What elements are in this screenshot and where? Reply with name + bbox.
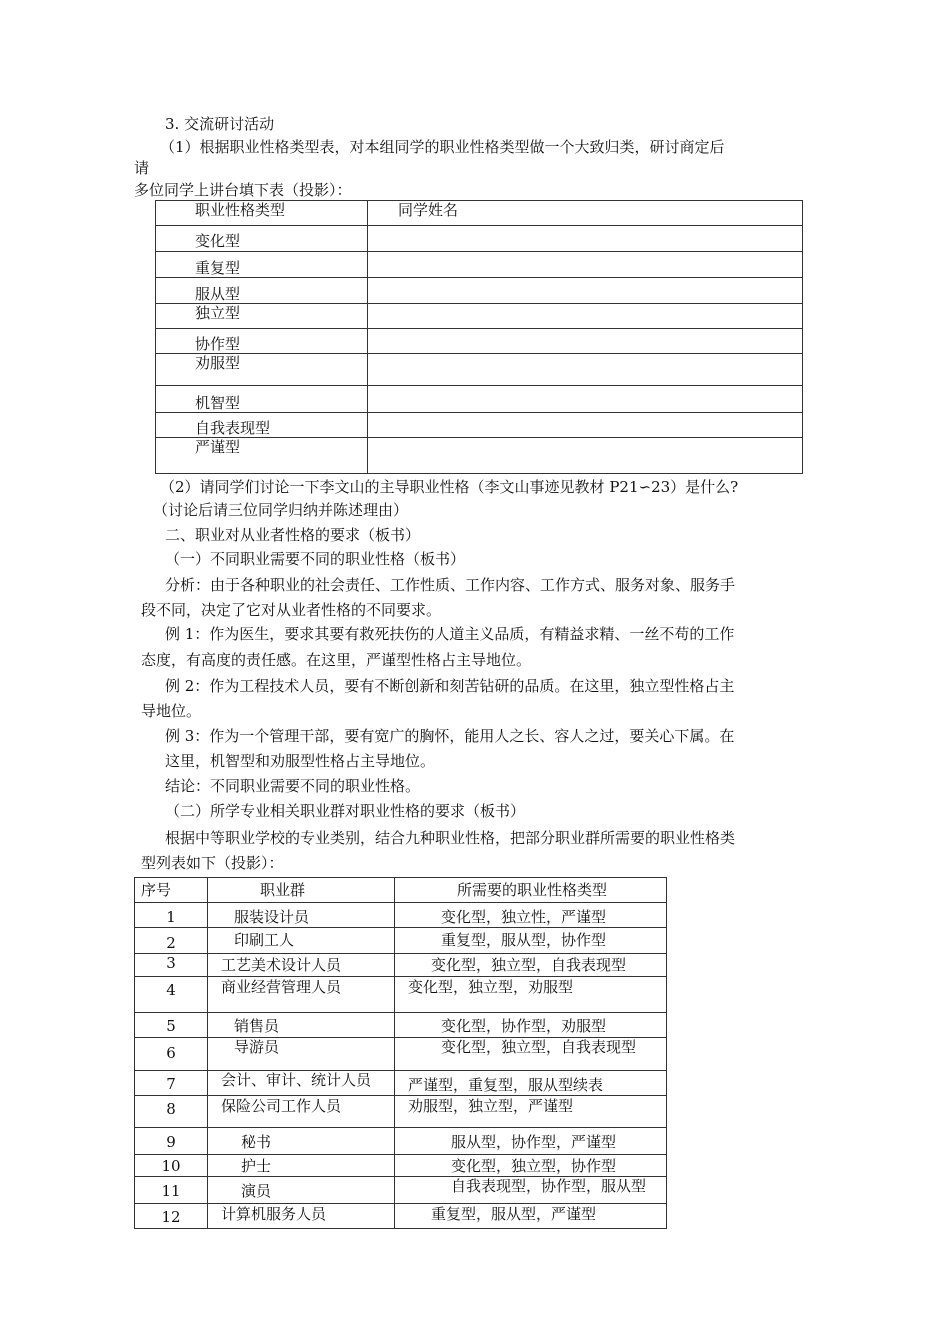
table-row: [156, 304, 803, 329]
paragraph-line: 态度，有高度的责任感。在这里，严谨型性格占主导地位。: [141, 651, 532, 669]
occupation-group-table: [134, 877, 667, 1229]
name-cell[interactable]: [368, 226, 803, 252]
name-cell[interactable]: [368, 278, 803, 304]
table-row: [156, 226, 803, 252]
name-cell[interactable]: [368, 304, 803, 329]
type-cell: 服从型: [156, 278, 368, 304]
row-number: 5: [135, 1013, 208, 1038]
table-row: [135, 1013, 667, 1038]
required-types: 变化型，独立型，自我表现型: [395, 1038, 667, 1071]
table-row: [135, 1071, 667, 1096]
name-cell[interactable]: [368, 386, 803, 413]
occupation-group: 服装设计员: [208, 903, 395, 928]
required-types: 变化型，独立型，自我表现型: [395, 954, 667, 977]
row-number: 9: [135, 1128, 208, 1155]
required-types: 变化型，独立型，协作型: [395, 1155, 667, 1177]
required-types: 严谨型，重复型，服从型续表: [395, 1071, 667, 1096]
table-row: [135, 1038, 667, 1071]
table-row: [135, 1177, 667, 1204]
occupation-group: 保险公司工作人员: [208, 1096, 395, 1128]
paragraph-line: 例 1：作为医生，要求其要有救死扶伤的人道主义品质，有精益求精、一丝不苟的工作: [165, 625, 735, 643]
paragraph-line: 请: [134, 159, 150, 177]
required-types: 服从型，协作型，严谨型: [395, 1128, 667, 1155]
heading-2-2: （二）所学专业相关职业群对职业性格的要求（板书）: [165, 802, 526, 820]
type-cell: 自我表现型: [156, 413, 368, 438]
table-row: [135, 1128, 667, 1155]
occupation-group: 导游员: [208, 1038, 395, 1071]
table-row: [135, 1155, 667, 1177]
type-cell: 变化型: [156, 226, 368, 252]
table-header-cell: 序号: [135, 878, 208, 903]
paragraph-line: 例 3：作为一个管理干部，要有宽广的胸怀，能用人之长、容人之过，要关心下属。在: [165, 727, 735, 745]
occupation-group: 演员: [208, 1177, 395, 1204]
paragraph-line: 这里，机智型和劝服型性格占主导地位。: [165, 752, 436, 770]
row-number: 11: [135, 1177, 208, 1204]
table-row: [156, 354, 803, 386]
name-cell[interactable]: [368, 438, 803, 474]
row-number: 8: [135, 1096, 208, 1128]
table-row: [135, 1096, 667, 1128]
occupation-group: 会计、审计、统计人员: [208, 1071, 395, 1096]
table-header-row: [135, 878, 667, 903]
paragraph-line: （讨论后请三位同学归纳并陈述理由）: [153, 501, 409, 519]
table-row: [156, 413, 803, 438]
name-cell[interactable]: [368, 252, 803, 278]
table-row: [156, 252, 803, 278]
type-cell: 劝服型: [156, 354, 368, 386]
required-types: 变化型，协作型，劝服型: [395, 1013, 667, 1038]
required-types: 劝服型，独立型，严谨型: [395, 1096, 667, 1128]
row-number: 2: [135, 928, 208, 954]
table-row: [135, 954, 667, 977]
table-row: [135, 928, 667, 954]
personality-type-table: [155, 200, 803, 474]
paragraph-line: 根据中等职业学校的专业类别，结合九种职业性格，把部分职业群所需要的职业性格类: [165, 829, 736, 847]
occupation-group: 计算机服务人员: [208, 1204, 395, 1229]
type-cell: 机智型: [156, 386, 368, 413]
table-header-row: [156, 201, 803, 226]
occupation-group: 工艺美术设计人员: [208, 954, 395, 977]
row-number: 6: [135, 1038, 208, 1071]
heading-2: 二、职业对从业者性格的要求（板书）: [165, 526, 421, 544]
row-number: 7: [135, 1071, 208, 1096]
name-cell[interactable]: [368, 329, 803, 354]
paragraph-line: 导地位。: [141, 702, 202, 720]
table-row: [135, 977, 667, 1013]
paragraph-line: 分析：由于各种职业的社会责任、工作性质、工作内容、工作方式、服务对象、服务手: [165, 576, 736, 594]
paragraph-line: 例 2：作为工程技术人员，要有不断创新和刻苦钻研的品质。在这里，独立型性格占主: [165, 677, 735, 695]
table-row: [156, 278, 803, 304]
table-row: [156, 386, 803, 413]
table-header-cell: 职业群: [208, 878, 395, 903]
section-heading: 3. 交流研讨活动: [165, 115, 275, 133]
heading-2-1: （一）不同职业需要不同的职业性格（板书）: [165, 550, 466, 568]
row-number: 3: [135, 954, 208, 977]
required-types: 重复型，服从型，严谨型: [395, 1204, 667, 1229]
table-row: [156, 329, 803, 354]
table-row: [156, 438, 803, 474]
table-header-cell: 所需要的职业性格类型: [395, 878, 667, 903]
type-cell: 重复型: [156, 252, 368, 278]
table-row: [135, 903, 667, 928]
occupation-group: 商业经营管理人员: [208, 977, 395, 1013]
occupation-group: 销售员: [208, 1013, 395, 1038]
required-types: 重复型，服从型，协作型: [395, 928, 667, 954]
paragraph-line: 型列表如下（投影）：: [141, 854, 284, 872]
paragraph-line: 多位同学上讲台填下表（投影）：: [134, 181, 352, 199]
row-number: 10: [135, 1155, 208, 1177]
type-cell: 严谨型: [156, 438, 368, 474]
occupation-group: 印刷工人: [208, 928, 395, 954]
required-types: 变化型，独立型，劝服型: [395, 977, 667, 1013]
name-cell[interactable]: [368, 354, 803, 386]
type-cell: 独立型: [156, 304, 368, 329]
row-number: 12: [135, 1204, 208, 1229]
occupation-group: 秘书: [208, 1128, 395, 1155]
table-header-cell: 同学姓名: [368, 201, 803, 226]
row-number: 4: [135, 977, 208, 1013]
row-number: 1: [135, 903, 208, 928]
occupation-group: 护士: [208, 1155, 395, 1177]
required-types: 自我表现型，协作型，服从型: [395, 1177, 667, 1204]
required-types: 变化型，独立性，严谨型: [395, 903, 667, 928]
paragraph-line: 结论：不同职业需要不同的职业性格。: [165, 777, 421, 795]
name-cell[interactable]: [368, 413, 803, 438]
paragraph-line: （1）根据职业性格类型表，对本组同学的职业性格类型做一个大致归类，研讨商定后: [160, 138, 725, 156]
table-header-cell: 职业性格类型: [156, 201, 368, 226]
paragraph-line: （2）请同学们讨论一下李文山的主导职业性格（李文山事迹见教材 P21∽23）是什么?: [160, 478, 739, 496]
type-cell: 协作型: [156, 329, 368, 354]
table-row: [135, 1204, 667, 1229]
paragraph-line: 段不同，决定了它对从业者性格的不同要求。: [141, 601, 442, 619]
